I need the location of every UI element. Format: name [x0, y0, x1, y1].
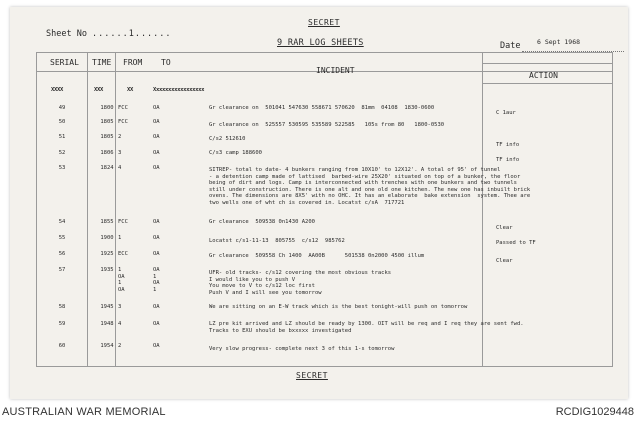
from-cell: 4 — [118, 165, 122, 171]
time-cell: 1954 — [100, 343, 114, 349]
time-cell: 1806 — [100, 150, 114, 156]
from-cell: FCC — [118, 119, 128, 125]
incident-cell: LZ pre kit arrived and LZ should be ready by 1300. OIT will be req and I req they are sent fwd. Tracks to EXU should be bxxxxx investigated — [209, 321, 524, 334]
from-cell: 2 — [118, 343, 122, 349]
from-cell: 2 — [118, 134, 122, 140]
incident-cell: Gr clearance 509538 0n1430 A200 — [209, 219, 315, 225]
from-cell: 3 — [118, 150, 122, 156]
serial-cell: 59 — [58, 321, 66, 327]
action-cell: TF info — [496, 157, 520, 163]
incident-cell: Gr clearance on 525557 530595 535589 522585 105s from 80 1800-0530 — [209, 122, 445, 128]
time-cell: 1805 — [100, 134, 114, 140]
to-cell: OA — [153, 165, 160, 171]
to-cell: OA — [153, 304, 160, 310]
subheader-from: XX — [127, 87, 134, 93]
column-header-serial: SERIAL — [50, 58, 79, 67]
classification-footer: SECRET — [296, 371, 328, 380]
action-rule — [482, 83, 612, 84]
incident-cell: C/s3 camp 188600 — [209, 150, 262, 156]
serial-cell: 57 — [58, 267, 66, 273]
to-cell: OA — [153, 251, 160, 257]
subheader-serial: XXXX — [51, 87, 64, 93]
log-table — [36, 52, 613, 367]
column-divider — [87, 53, 88, 366]
to-cell: OA — [153, 235, 160, 241]
from-cell: FCC — [118, 219, 128, 225]
incident-cell: We are sitting on an E-W track which is the best tonight-will push on tomorrow — [209, 304, 468, 310]
to-cell: OA — [153, 343, 160, 349]
time-cell: 1925 — [100, 251, 114, 257]
action-rule — [482, 63, 612, 64]
column-divider — [115, 53, 116, 366]
from-cell: 4 — [118, 321, 122, 327]
serial-cell: 54 — [58, 219, 66, 225]
time-cell: 1935 — [100, 267, 114, 273]
serial-cell: 49 — [58, 105, 66, 111]
to-cell: OA — [153, 150, 160, 156]
column-header-to: TO — [161, 58, 171, 67]
from-cell: 3 — [118, 304, 122, 310]
to-cell: OA — [153, 219, 160, 225]
to-cell: OA 1 OA 1 — [153, 267, 160, 293]
incident-cell: Very slow progress- complete next 3 of this 1-s tomorrow — [209, 346, 395, 352]
sheet-no-value: ......1...... — [92, 29, 172, 39]
serial-cell: 58 — [58, 304, 66, 310]
action-cell: TF info — [496, 142, 520, 148]
sheet-title: 9 RAR LOG SHEETS — [277, 38, 364, 48]
serial-cell: 51 — [58, 134, 66, 140]
incident-cell: C/s2 512610 — [209, 136, 246, 142]
date-label: Date — [500, 41, 521, 51]
to-cell: OA — [153, 134, 160, 140]
action-cell: Passed to TF — [496, 240, 536, 246]
column-header-time: TIME — [92, 58, 112, 67]
action-cell: C 1aur — [496, 110, 516, 116]
time-cell: 1948 — [100, 321, 114, 327]
from-cell: ECC — [118, 251, 128, 257]
from-cell: 1 — [118, 235, 122, 241]
column-header-incident: INCIDENT — [316, 66, 355, 75]
to-cell: OA — [153, 105, 160, 111]
incident-cell: UFR- old tracks- c/s12 covering the most obvious tracks I would like you to push V You move to V to c/s12 loc first Push V and I will see you tomorrow — [209, 270, 392, 296]
column-header-from: FROM — [123, 58, 143, 67]
from-cell: FCC — [118, 105, 128, 111]
classification-header: SECRET — [308, 18, 340, 27]
serial-cell: 60 — [58, 343, 66, 349]
time-cell: 1900 — [100, 235, 114, 241]
column-divider — [482, 53, 483, 366]
serial-cell: 53 — [58, 165, 66, 171]
source-caption: AUSTRALIAN WAR MEMORIAL — [2, 406, 166, 418]
incident-cell: SITREP- total to date- 4 bunkers ranging from 10X10' to 12X12'. A total of 95' of tunnel - a detention camp made of lattised barbed-wire 25X20' situated on top of a bunker, the floor being of dirt and logs. Camp is interconnected with trenches with one bunkers and two tunnels still under construction. There is one alt and one old one kitchen. The new one has inbuilt brick ovens. The dimensions are 8X5' with no OHC. It has an elaborate bake extension system. Thee are two wells one of wht ch is covered in. Locatst c/sA 717721 — [209, 167, 531, 206]
time-cell: 1824 — [100, 165, 114, 171]
to-cell: OA — [153, 119, 160, 125]
action-cell: Clear — [496, 258, 513, 264]
serial-cell: 50 — [58, 119, 66, 125]
sheet-no-label: Sheet No — [46, 29, 87, 39]
subheader-time: XXX — [94, 87, 104, 93]
record-id-caption: RCDIG1029448 — [555, 406, 634, 418]
time-cell: 1855 — [100, 219, 114, 225]
serial-cell: 56 — [58, 251, 66, 257]
from-cell: 1 OA 1 OA — [118, 267, 125, 293]
time-cell: 1945 — [100, 304, 114, 310]
time-cell: 1800 — [100, 105, 114, 111]
action-cell: Clear — [496, 225, 513, 231]
serial-cell: 52 — [58, 150, 66, 156]
time-cell: 1805 — [100, 119, 114, 125]
incident-cell: Gr clearance 509558 Ch 1400 AA00B 501538 0n2000 4500 illum — [209, 253, 425, 259]
to-cell: OA — [153, 321, 160, 327]
incident-cell: Locatst c/s1-11-13 805755 c/s12 985762 — [209, 238, 345, 244]
date-value: 6 Sept 1968 — [537, 38, 581, 46]
serial-cell: 55 — [58, 235, 66, 241]
subheader-to: Xxxxxxxxxxxxxxxxx — [153, 87, 205, 93]
incident-cell: Gr clearance on 501041 547630 558671 570620 81mm 04108 1830-0600 — [209, 105, 435, 111]
column-header-action: ACTION — [529, 71, 558, 80]
